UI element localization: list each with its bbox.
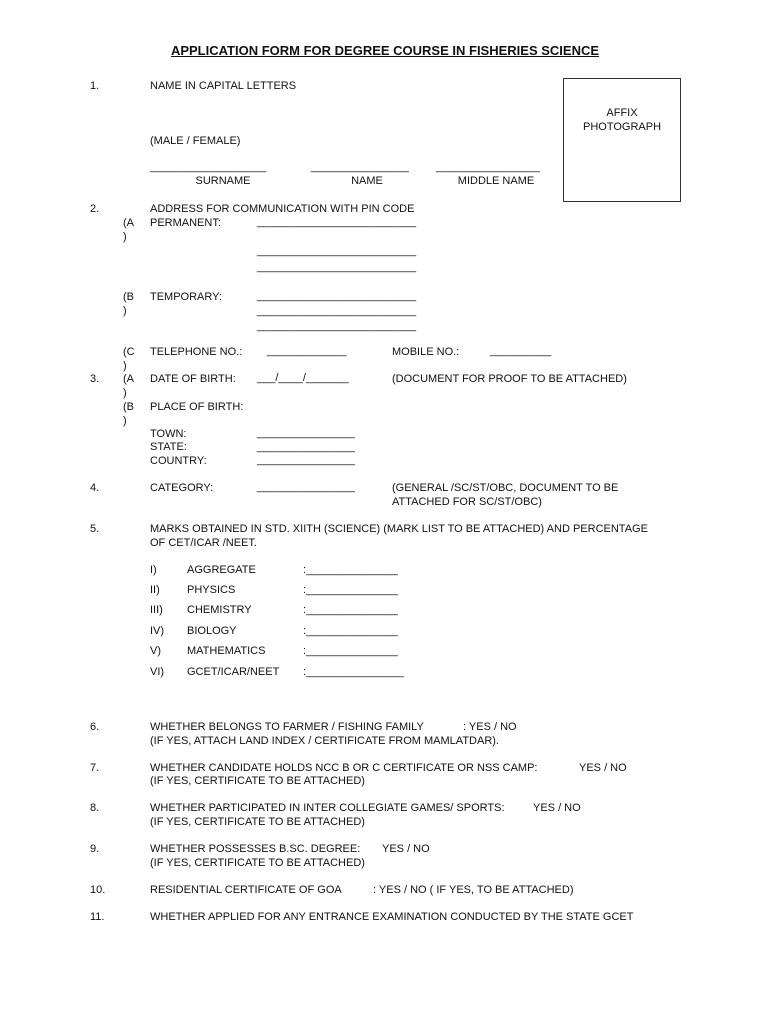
item-number-5: 5. xyxy=(90,523,100,535)
marks-field[interactable]: :_______________ xyxy=(303,625,398,637)
item-number-4: 4. xyxy=(90,482,100,494)
bsc-options[interactable]: YES / NO xyxy=(382,843,430,855)
sub-mark-a-close: ) xyxy=(123,231,127,243)
marks-field[interactable]: :_______________ xyxy=(303,604,398,616)
farmer-family-question: WHETHER BELONGS TO FARMER / FISHING FAMILY xyxy=(150,721,424,733)
marks-roman: IV) xyxy=(150,625,165,637)
photo-label-line2: PHOTOGRAPH xyxy=(582,121,662,133)
marks-field[interactable]: :_______________ xyxy=(303,584,398,596)
form-title: APPLICATION FORM FOR DEGREE COURSE IN FISHERIES SCIENCE xyxy=(170,43,600,58)
name-field[interactable]: ________________ xyxy=(311,161,409,173)
sports-note: (IF YES, CERTIFICATE TO BE ATTACHED) xyxy=(150,816,365,828)
gender-label: (MALE / FEMALE) xyxy=(150,135,241,147)
telephone-label: TELEPHONE NO.: xyxy=(150,346,243,358)
item-number-11: 11. xyxy=(90,911,105,923)
affix-photograph-box xyxy=(563,78,681,202)
photo-label-line1: AFFIX xyxy=(606,107,638,119)
category-note-line1: (GENERAL /SC/ST/OBC, DOCUMENT TO BE xyxy=(392,482,619,494)
sports-options[interactable]: YES / NO xyxy=(533,802,581,814)
marks-subject: CHEMISTRY xyxy=(187,604,252,616)
sub-mark-3b: (B xyxy=(123,401,134,413)
address-label: ADDRESS FOR COMMUNICATION WITH PIN CODE xyxy=(150,203,415,215)
category-field[interactable]: ________________ xyxy=(257,481,355,493)
temporary-label: TEMPORARY: xyxy=(150,291,222,303)
telephone-field[interactable]: _____________ xyxy=(267,345,347,357)
bsc-note: (IF YES, CERTIFICATE TO BE ATTACHED) xyxy=(150,857,365,869)
middle-name-caption: MIDDLE NAME xyxy=(457,175,535,187)
dob-label: DATE OF BIRTH: xyxy=(150,373,236,385)
state-field[interactable]: ________________ xyxy=(257,441,355,453)
residential-options[interactable]: : YES / NO ( IF YES, TO BE ATTACHED) xyxy=(373,884,574,896)
sub-mark-3a-close: ) xyxy=(123,387,127,399)
farmer-family-options[interactable]: : YES / NO xyxy=(463,721,517,733)
sub-mark-3a: (A xyxy=(123,373,134,385)
marks-roman: I) xyxy=(150,564,157,576)
temporary-address-line-2[interactable]: __________________________ xyxy=(257,305,417,317)
marks-label-line1: MARKS OBTAINED IN STD. XIITH (SCIENCE) (MARK LIST TO BE ATTACHED) AND PERCENTAGE xyxy=(150,523,648,535)
marks-subject: MATHEMATICS xyxy=(187,645,266,657)
item-number-1: 1. xyxy=(90,80,100,92)
category-label: CATEGORY: xyxy=(150,482,214,494)
sub-mark-a: (A xyxy=(123,217,134,229)
marks-subject: BIOLOGY xyxy=(187,625,237,637)
item-number-3: 3. xyxy=(90,373,100,385)
marks-label-line2: OF CET/ICAR /NEET. xyxy=(150,537,257,549)
sports-question: WHETHER PARTICIPATED IN INTER COLLEGIATE GAMES/ SPORTS: xyxy=(150,802,505,814)
item-number-8: 8. xyxy=(90,802,100,814)
dob-field[interactable]: ___/____/_______ xyxy=(257,372,349,384)
country-field[interactable]: ________________ xyxy=(257,454,355,466)
residential-question: RESIDENTIAL CERTIFICATE OF GOA xyxy=(150,884,342,896)
town-field[interactable]: ________________ xyxy=(257,427,355,439)
marks-roman: V) xyxy=(150,645,161,657)
farmer-family-note: (IF YES, ATTACH LAND INDEX / CERTIFICATE FROM MAMLATDAR). xyxy=(150,735,499,747)
marks-roman: III) xyxy=(150,604,163,616)
item-number-7: 7. xyxy=(90,762,100,774)
marks-roman: VI) xyxy=(150,666,165,678)
temporary-address-line-1[interactable]: __________________________ xyxy=(257,290,417,302)
marks-field[interactable]: :_______________ xyxy=(303,645,398,657)
state-label: STATE: xyxy=(150,441,187,453)
category-note-line2: ATTACHED FOR SC/ST/OBC) xyxy=(392,496,542,508)
item-number-6: 6. xyxy=(90,721,100,733)
bsc-question: WHETHER POSSESSES B.SC. DEGREE: xyxy=(150,843,361,855)
marks-subject: PHYSICS xyxy=(187,584,236,596)
ncc-options[interactable]: YES / NO xyxy=(579,762,627,774)
temporary-address-line-3[interactable]: __________________________ xyxy=(257,320,417,332)
marks-field[interactable]: :________________ xyxy=(303,666,404,678)
marks-subject: AGGREGATE xyxy=(187,564,256,576)
mobile-field[interactable]: __________ xyxy=(490,345,552,357)
name-label: NAME IN CAPITAL LETTERS xyxy=(150,80,297,92)
permanent-address-line-3[interactable]: __________________________ xyxy=(257,261,417,273)
item-number-2: 2. xyxy=(90,203,100,215)
country-label: COUNTRY: xyxy=(150,455,207,467)
sub-mark-b-close: ) xyxy=(123,305,127,317)
marks-field[interactable]: :_______________ xyxy=(303,564,398,576)
entrance-exam-question: WHETHER APPLIED FOR ANY ENTRANCE EXAMINATION CONDUCTED BY THE STATE GCET xyxy=(150,911,634,923)
item-number-10: 10. xyxy=(90,884,106,896)
permanent-address-line-2[interactable]: __________________________ xyxy=(257,245,417,257)
permanent-address-line-1[interactable]: __________________________ xyxy=(257,216,417,228)
ncc-note: (IF YES, CERTIFICATE TO BE ATTACHED) xyxy=(150,775,365,787)
item-number-9: 9. xyxy=(90,843,100,855)
mobile-label: MOBILE NO.: xyxy=(392,346,460,358)
marks-subject: GCET/ICAR/NEET xyxy=(187,666,280,678)
surname-field[interactable]: ___________________ xyxy=(150,161,267,173)
permanent-label: PERMANENT: xyxy=(150,217,221,229)
town-label: TOWN: xyxy=(150,428,187,440)
ncc-question: WHETHER CANDIDATE HOLDS NCC B OR C CERTIFICATE OR NSS CAMP: xyxy=(150,762,538,774)
sub-mark-b: (B xyxy=(123,291,134,303)
pob-label: PLACE OF BIRTH: xyxy=(150,401,244,413)
dob-note: (DOCUMENT FOR PROOF TO BE ATTACHED) xyxy=(392,373,627,385)
name-caption: NAME xyxy=(351,175,383,187)
sub-mark-3b-close: ) xyxy=(123,415,127,427)
sub-mark-c-close: ) xyxy=(123,360,127,372)
marks-roman: II) xyxy=(150,584,160,596)
sub-mark-c: (C xyxy=(123,346,135,358)
surname-caption: SURNAME xyxy=(195,175,251,187)
middle-name-field[interactable]: _________________ xyxy=(436,161,541,173)
